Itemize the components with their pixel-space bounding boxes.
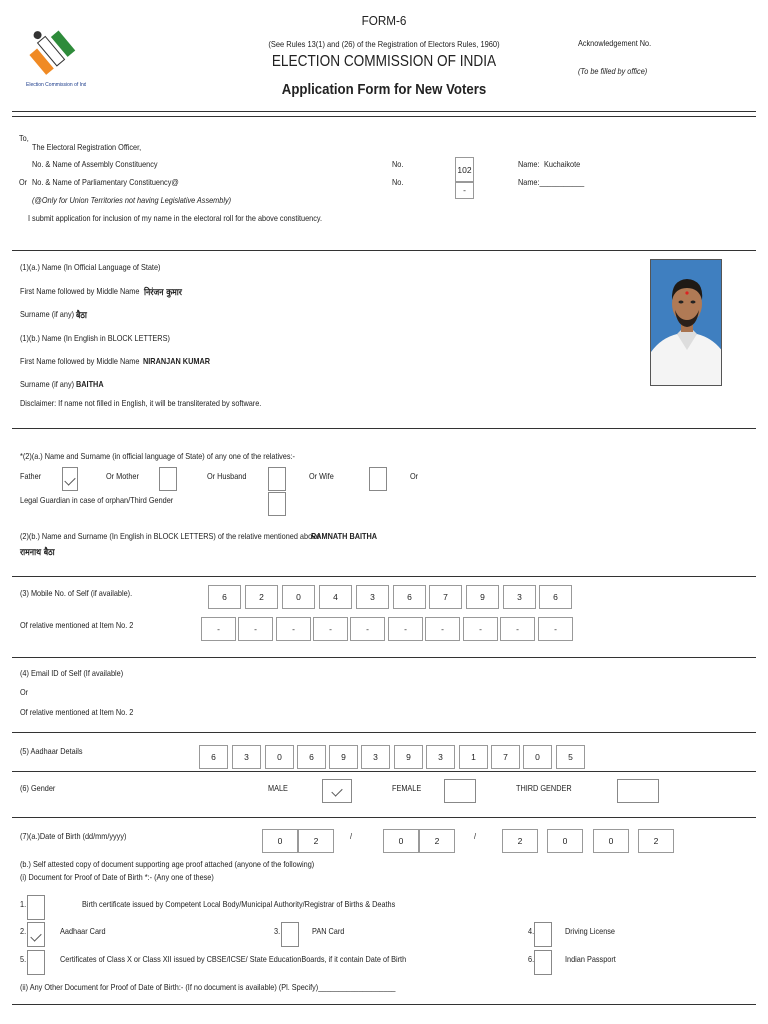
parliament-no-field[interactable]: -	[455, 181, 474, 199]
assembly-no-label: No.	[392, 159, 404, 169]
doc5-label: Certificates of Class X or Class XII issued by CBSE/ICSE/ State EducationBoards, if it contain Date of Birth	[60, 954, 407, 964]
email-or-label: Or	[20, 687, 29, 697]
doc1-checkbox[interactable]	[27, 895, 45, 920]
wife-checkbox[interactable]	[369, 467, 387, 491]
q7bi-label: (i) Document for Proof of Date of Birth *:- (Any one of these)	[20, 872, 214, 882]
relative-email-label: Of relative mentioned at Item No. 2	[20, 707, 134, 717]
husband-label: Or Husband	[207, 471, 247, 481]
aadhaar-digit-cell[interactable]: 3	[361, 745, 390, 769]
female-checkbox[interactable]	[444, 779, 476, 803]
ut-note: (@Only for Union Territories not having Legislative Assembly)	[32, 195, 232, 205]
wife-label: Or Wife	[309, 471, 334, 481]
q1b-label: (1)(b.) Name (In English in BLOCK LETTERS)	[20, 333, 170, 343]
aadhaar-digit-cell[interactable]: 9	[329, 745, 358, 769]
acknowledgement-note: (To be filled by office)	[578, 66, 648, 76]
relative-mobile-digit-cell[interactable]: -	[313, 617, 348, 641]
husband-checkbox[interactable]	[268, 467, 286, 491]
doc5-number: 5.	[20, 954, 27, 964]
relative-mobile-digit-cell[interactable]: -	[538, 617, 573, 641]
assembly-line: No. & Name of Assembly Constituency	[32, 159, 158, 169]
acknowledgement-label: Acknowledgement No.	[578, 38, 652, 48]
aadhaar-digit-cell[interactable]: 6	[199, 745, 228, 769]
form-title: Application Form for New Voters	[281, 81, 487, 98]
doc3-number: 3.	[274, 926, 281, 936]
assembly-no-field[interactable]: 102	[455, 157, 474, 183]
aadhaar-digit-cell[interactable]: 0	[265, 745, 294, 769]
dob-digit-cell[interactable]: 2	[638, 829, 674, 853]
female-label: FEMALE	[392, 783, 422, 793]
aadhaar-digit-cell[interactable]: 1	[459, 745, 488, 769]
other-document-line: (ii) Any Other Document for Proof of Date of Birth:- (If no document is available) (Pl. Specify)___________________	[20, 982, 396, 992]
guardian-checkbox[interactable]	[268, 492, 286, 516]
relative-mobile-digit-cell[interactable]: -	[201, 617, 236, 641]
doc6-label: Indian Passport	[565, 954, 616, 964]
q5-label: (5) Aadhaar Details	[20, 746, 83, 756]
submission-statement: I submit application for inclusion of my name in the electoral roll for the above constituency.	[28, 213, 323, 223]
relative-mobile-digit-cell[interactable]: -	[425, 617, 460, 641]
parliament-name-blank: Name:___________	[518, 177, 585, 187]
q6-label: (6) Gender	[20, 783, 56, 793]
doc6-number: 6.	[528, 954, 535, 964]
q7a-label: (7)(a.)Date of Birth (dd/mm/yyyy)	[20, 831, 127, 841]
father-label: Father	[20, 471, 42, 481]
doc2-number: 2.	[20, 926, 27, 936]
mobile-digit-cell[interactable]: 6	[393, 585, 426, 609]
mobile-digit-cell[interactable]: 2	[245, 585, 278, 609]
assembly-name-value: Kuchaikote	[544, 159, 581, 169]
to-label: To,	[19, 133, 29, 143]
surname-en-label: Surname (if any)	[20, 379, 75, 389]
dob-digit-cell[interactable]: 2	[502, 829, 538, 853]
relative-mobile-label: Of relative mentioned at Item No. 2	[20, 620, 134, 630]
surname-local-value: बैठा	[76, 311, 87, 321]
parliament-no-label: No.	[392, 177, 404, 187]
q1a-label: (1)(a.) Name (In Official Language of State)	[20, 262, 161, 272]
doc4-checkbox[interactable]	[534, 922, 552, 947]
relative-mobile-digit-cell[interactable]: -	[500, 617, 535, 641]
third-gender-label: THIRD GENDER	[516, 783, 572, 793]
dob-digit-cell[interactable]: 2	[298, 829, 334, 853]
applicant-photo	[650, 259, 722, 386]
surname-en-value: BAITHA	[76, 379, 104, 389]
q3-label: (3) Mobile No. of Self (if available).	[20, 588, 133, 598]
q4-label: (4) Email ID of Self (If available)	[20, 668, 124, 678]
aadhaar-digit-cell[interactable]: 7	[491, 745, 520, 769]
officer-line: The Electoral Registration Officer,	[32, 142, 142, 152]
mother-checkbox[interactable]	[159, 467, 177, 491]
svg-text:Election Commission of India: Election Commission of India	[26, 82, 86, 88]
mother-label: Or Mother	[106, 471, 139, 481]
dob-digit-cell[interactable]: 2	[419, 829, 455, 853]
dob-digit-cell[interactable]: 0	[383, 829, 419, 853]
dob-digit-cell[interactable]: 0	[262, 829, 298, 853]
mobile-digit-cell[interactable]: 6	[539, 585, 572, 609]
relative-mobile-digit-cell[interactable]: -	[276, 617, 311, 641]
aadhaar-digit-cell[interactable]: 6	[297, 745, 326, 769]
first-name-local-label: First Name followed by Middle Name	[20, 286, 140, 296]
dob-digit-cell[interactable]: 0	[593, 829, 629, 853]
doc4-label: Driving License	[565, 926, 615, 936]
doc1-number: 1.	[20, 899, 27, 909]
aadhaar-digit-cell[interactable]: 3	[426, 745, 455, 769]
or-guardian-label: Or	[410, 471, 419, 481]
dob-slash-1: /	[350, 831, 353, 841]
q2b-label: (2)(b.) Name and Surname (In English in BLOCK LETTERS) of the relative mentioned above	[20, 531, 320, 541]
q2a-label: *(2)(a.) Name and Surname (in official language of State) of any one of the relatives:-	[20, 451, 295, 461]
relative-name-en: RAMNATH BAITHA	[311, 531, 378, 541]
relative-mobile-digit-cell[interactable]: -	[463, 617, 498, 641]
relative-mobile-digit-cell[interactable]: -	[350, 617, 385, 641]
dob-digit-cell[interactable]: 0	[547, 829, 583, 853]
third-gender-checkbox[interactable]	[617, 779, 659, 803]
male-label: MALE	[268, 783, 288, 793]
doc3-label: PAN Card	[312, 926, 345, 936]
doc5-checkbox[interactable]	[27, 950, 45, 975]
mobile-digit-cell[interactable]: 9	[466, 585, 499, 609]
doc1-label: Birth certificate issued by Competent Local Body/Municipal Authority/Registrar of Births & Deaths	[82, 899, 396, 909]
commission-name: ELECTION COMMISSION OF INDIA	[271, 53, 497, 70]
relative-name-local: रामनाथ बैठा	[20, 548, 55, 558]
doc3-checkbox[interactable]	[281, 922, 299, 947]
parliament-line: No. & Name of Parliamentary Constituency@	[32, 177, 179, 187]
doc2-label: Aadhaar Card	[60, 926, 106, 936]
surname-local-label: Surname (if any)	[20, 309, 75, 319]
rules-reference: (See Rules 13(1) and (26) of the Registration of Electors Rules, 1960)	[268, 39, 500, 49]
first-name-en-label: First Name followed by Middle Name	[20, 356, 140, 366]
form-number: FORM-6	[361, 13, 407, 28]
mobile-digit-cell[interactable]: 6	[208, 585, 241, 609]
guardian-label: Legal Guardian in case of orphan/Third Gender	[20, 495, 174, 505]
aadhaar-digit-cell[interactable]: 3	[232, 745, 261, 769]
doc6-checkbox[interactable]	[534, 950, 552, 975]
mobile-digit-cell[interactable]: 7	[429, 585, 462, 609]
mobile-digit-cell[interactable]: 3	[503, 585, 536, 609]
first-name-local-value: निरंजन कुमार	[144, 288, 182, 298]
dob-slash-2: /	[474, 831, 477, 841]
relative-mobile-digit-cell[interactable]: -	[238, 617, 273, 641]
doc4-number: 4.	[528, 926, 535, 936]
assembly-name-label: Name:	[518, 159, 540, 169]
relative-mobile-digit-cell[interactable]: -	[388, 617, 423, 641]
aadhaar-digit-cell[interactable]: 0	[523, 745, 552, 769]
mobile-digit-cell[interactable]: 0	[282, 585, 315, 609]
mobile-digit-cell[interactable]: 4	[319, 585, 352, 609]
aadhaar-digit-cell[interactable]: 9	[394, 745, 423, 769]
aadhaar-digit-cell[interactable]: 5	[556, 745, 585, 769]
mobile-digit-cell[interactable]: 3	[356, 585, 389, 609]
q7b-label: (b.) Self attested copy of document supporting age proof attached (anyone of the following)	[20, 859, 315, 869]
disclaimer-text: Disclaimer: If name not filled in English, it will be transliterated by software.	[20, 398, 262, 408]
first-name-en-value: NIRANJAN KUMAR	[143, 356, 211, 366]
or-label: Or	[19, 177, 28, 187]
